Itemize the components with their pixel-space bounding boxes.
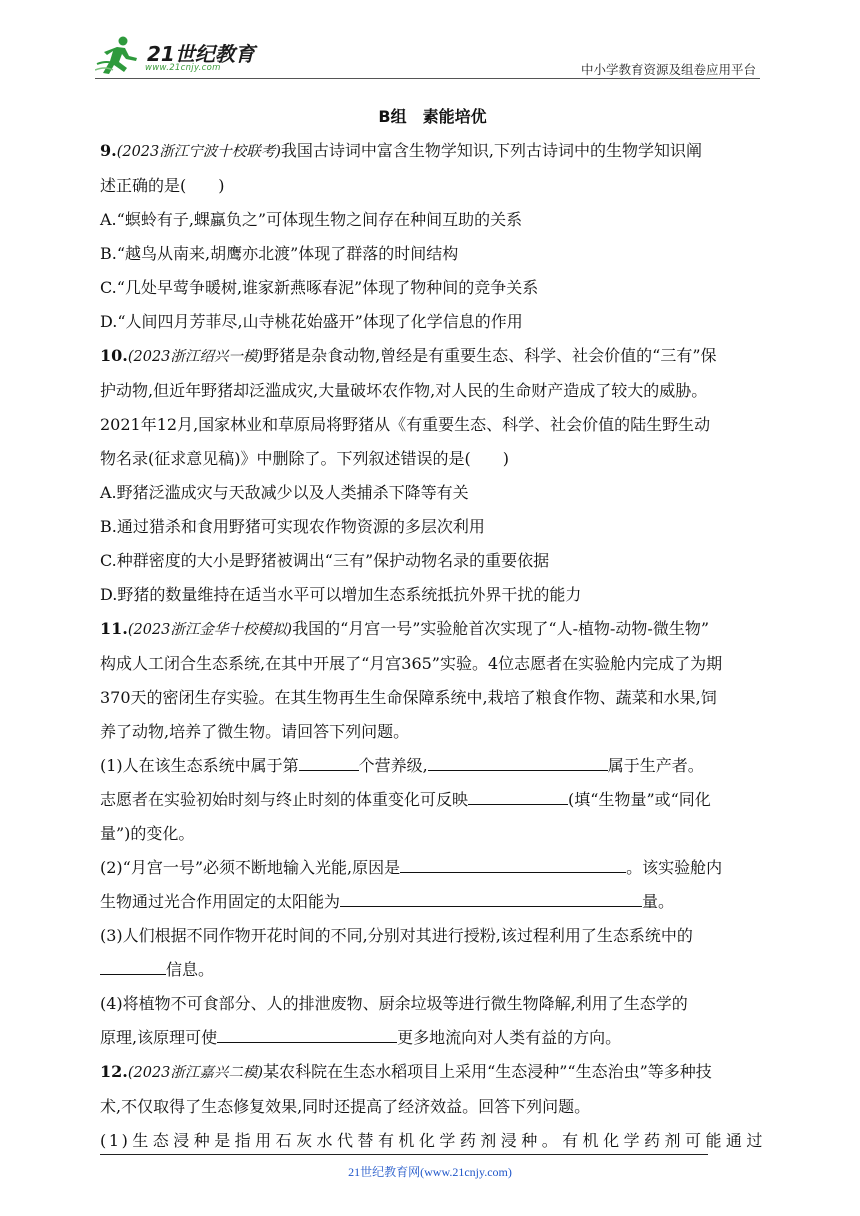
sub-question-text: 生物通过光合作用固定的太阳能为 xyxy=(100,892,341,911)
platform-name: 中小学教育资源及组卷应用平台 xyxy=(580,62,756,77)
sub-question-1-cont xyxy=(100,783,765,817)
question-9-stem xyxy=(100,134,765,169)
option-d: D.野猪的数量维持在适当水平可以增加生态系统抵抗外界干扰的能力 xyxy=(100,585,582,604)
question-10-stem xyxy=(100,339,765,374)
site-logo xyxy=(95,34,265,78)
answer-blank[interactable] xyxy=(340,886,642,907)
logo-url: www.21cnjy.com xyxy=(145,63,221,73)
question-text: 野猪是杂食动物,曾经是有重要生态、科学、社会价值的“三有”保 xyxy=(263,346,717,365)
question-number: 9. xyxy=(100,141,117,160)
sub-question-text: 志愿者在实验初始时刻与终止时刻的体重变化可反映 xyxy=(100,790,469,809)
question-number: 10. xyxy=(100,346,128,365)
runner-logo-icon xyxy=(95,34,145,78)
answer-blank[interactable] xyxy=(100,954,166,975)
question-source: (2023浙江宁波十校联考) xyxy=(116,144,281,160)
option-b: B.“越鸟从南来,胡鹰亦北渡”体现了群落的时间结构 xyxy=(100,244,459,263)
sub-question-1-end: 量”)的变化。 xyxy=(100,824,195,843)
sub-question-3-cont xyxy=(100,953,765,987)
option-d: D.“人间四月芳菲尽,山寺桃花始盛开”体现了化学信息的作用 xyxy=(100,312,523,331)
question-text-line: 术,不仅取得了生态修复效果,同时还提高了经济效益。回答下列问题。 xyxy=(100,1097,591,1116)
page-footer: 21世纪教育网(www.21cnjy.com) xyxy=(348,1165,512,1179)
question-source: (2023浙江金华十校模拟) xyxy=(127,622,293,638)
document-body xyxy=(100,100,765,1158)
question-text-line: 述正确的是( ) xyxy=(100,176,225,195)
option-c: C.“几处早莺争暖树,谁家新燕啄春泥”体现了物种间的竞争关系 xyxy=(100,278,539,297)
option-b: B.通过猎杀和食用野猪可实现农作物资源的多层次利用 xyxy=(100,517,485,536)
sub-question-1: (1)生态浸种是指用石灰水代替有机化学药剂浸种。有机化学药剂可能通过 xyxy=(100,1131,765,1150)
sub-question-text: 原理,该原理可使 xyxy=(100,1028,218,1047)
option-a: A.“螟蛉有子,蜾蠃负之”可体现生物之间存在种间互助的关系 xyxy=(100,210,523,229)
question-text-line: 370天的密闭生存实验。在其生物再生生命保障系统中,栽培了粮食作物、蔬菜和水果,饲 xyxy=(100,688,717,707)
header-divider xyxy=(95,78,760,79)
sub-question-text: (2)“月宫一号”必须不断地输入光能,原因是 xyxy=(100,858,401,877)
question-number: 12. xyxy=(100,1062,128,1081)
sub-question-2 xyxy=(100,851,765,885)
sub-question-text: 个营养级, xyxy=(358,756,428,775)
question-source: (2023浙江绍兴一模) xyxy=(127,349,264,365)
option-c: C.种群密度的大小是野猪被调出“三有”保护动物名录的重要依据 xyxy=(100,551,550,570)
question-text-line: 护动物,但近年野猪却泛滥成灾,大量破坏农作物,对人民的生命财产造成了较大的威胁。 xyxy=(100,381,708,400)
answer-blank[interactable] xyxy=(428,750,608,771)
question-source: (2023浙江嘉兴二模) xyxy=(127,1065,264,1081)
sub-question-text: 量。 xyxy=(642,892,675,911)
answer-blank[interactable] xyxy=(299,750,359,771)
question-text-line: 物名录(征求意见稿)》中删除了。下列叙述错误的是( ) xyxy=(100,449,509,468)
sub-question-text: 。该实验舱内 xyxy=(626,858,723,877)
sub-question-2-cont xyxy=(100,885,765,919)
sub-question-3: (3)人们根据不同作物开花时间的不同,分别对其进行授粉,该过程利用了生态系统中的 xyxy=(100,926,693,945)
sub-question-text: 属于生产者。 xyxy=(607,756,704,775)
question-number: 11. xyxy=(100,619,128,638)
question-text: 我国的“月宫一号”实验舱首次实现了“人-植物-动物-微生物” xyxy=(292,619,710,638)
sub-question-text: 信息。 xyxy=(166,960,215,979)
sub-question-1 xyxy=(100,749,765,783)
page-header xyxy=(95,34,760,78)
question-12-stem xyxy=(100,1055,765,1090)
option-a: A.野猪泛滥成灾与天敌减少以及人类捕杀下降等有关 xyxy=(100,483,469,502)
sub-question-text: (1)人在该生态系统中属于第 xyxy=(100,756,299,775)
answer-blank[interactable] xyxy=(217,1022,397,1043)
footer-divider xyxy=(100,1154,708,1155)
answer-blank[interactable] xyxy=(400,852,626,873)
question-text-line: 养了动物,培养了微生物。请回答下列问题。 xyxy=(100,722,410,741)
question-11-stem xyxy=(100,612,765,647)
section-title: B组 素能培优 xyxy=(378,107,487,126)
sub-question-4-cont xyxy=(100,1021,765,1055)
logo-text: 21世纪教育 xyxy=(147,42,255,66)
sub-question-text: (填“生物量”或“同化 xyxy=(568,790,711,809)
question-text-line: 2021年12月,国家林业和草原局将野猪从《有重要生态、科学、社会价值的陆生野生动 xyxy=(100,415,711,434)
sub-question-4: (4)将植物不可食部分、人的排泄废物、厨余垃圾等进行微生物降解,利用了生态学的 xyxy=(100,994,688,1013)
sub-question-text: 更多地流向对人类有益的方向。 xyxy=(397,1028,622,1047)
question-text: 我国古诗词中富含生物学知识,下列古诗词中的生物学知识阐 xyxy=(280,141,703,160)
question-text-line: 构成人工闭合生态系统,在其中开展了“月宫365”实验。4位志愿者在实验舱内完成了为期 xyxy=(100,654,723,673)
question-text: 某农科院在生态水稻项目上采用“生态浸种”“生态治虫”等多种技 xyxy=(263,1062,712,1081)
answer-blank[interactable] xyxy=(468,784,568,805)
